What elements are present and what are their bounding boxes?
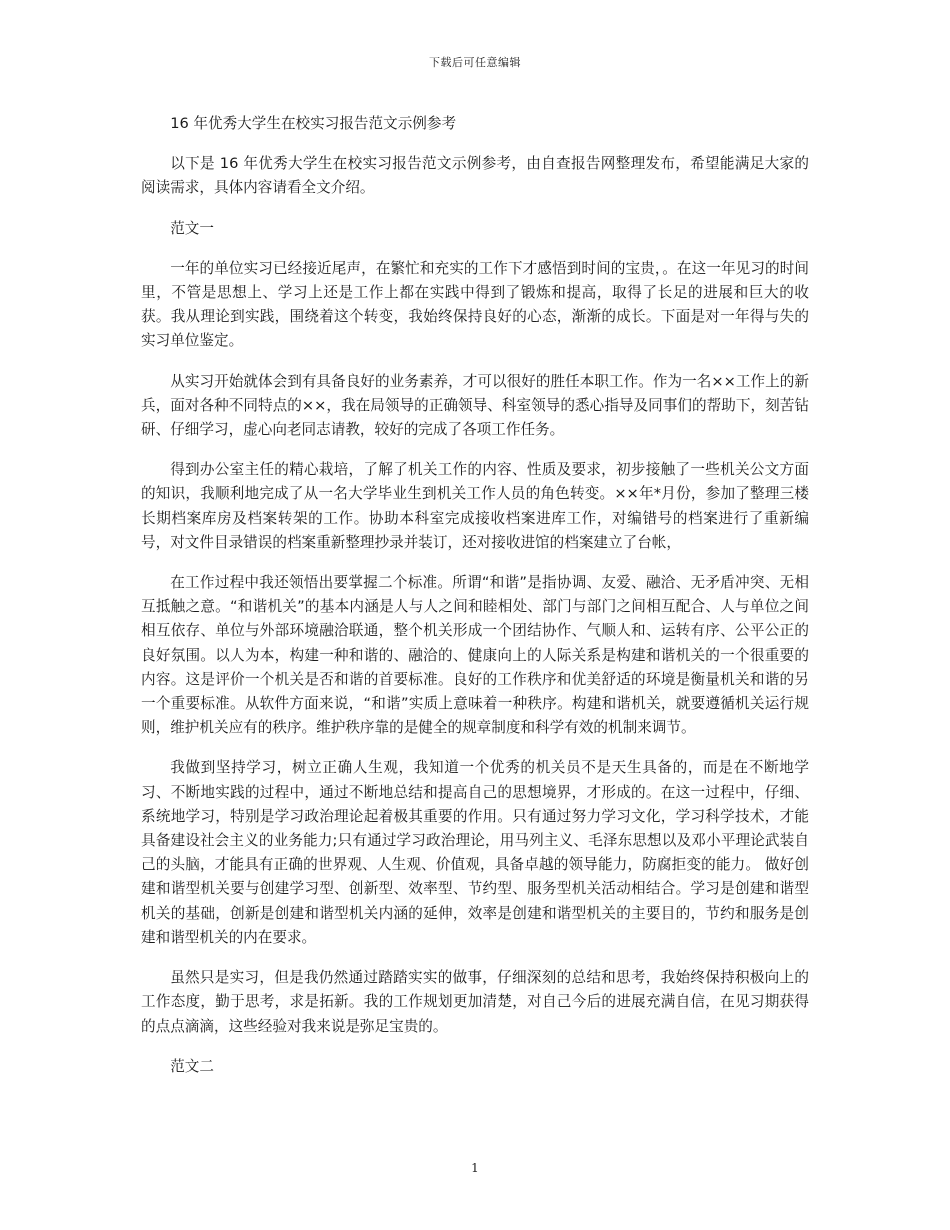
- body-paragraph: 得到办公室主任的精心栽培，了解了机关工作的内容、性质及要求，初步接触了一些机关公文方面的知识，我顺利地完成了从一名大学毕业生到机关工作人员的角色转变。××年*月份，参加了整理三楼长期档案库房及档案转架的工作。协助本科室完成接收档案进库工作，对编错号的档案进行了重新编号，对文件目录错误的档案重新整理抄录并装订，还对接收进馆的档案建立了台帐，: [141, 461, 809, 551]
- body-paragraph: 我做到坚持学习，树立正确人生观，我知道一个优秀的机关员不是天生具备的，而是在不断地学习、不断地实践的过程中，通过不断地总结和提高自己的思想境界，才形成的。在这一过程中，仔细、系统地学习，特别是学习政治理论起着极其重要的作用。只有通过努力学习文化，学习科学技术，才能具备建设社会主义的业务能力;只有通过学习政治理论，用马列主义、毛泽东思想以及邓小平理论武装自己的头脑，才能具有正确的世界观、人生观、价值观，具备卓越的领导能力，防腐拒变的能力。 做好创建和谐型机关要与创建学习型、创新型、效率型、节约型、服务型机关活动相结合。学习是创建和谐型机关的基础，创新是创建和谐型机关内涵的延伸，效率是创建和谐型机关的主要目的，节约和服务是创建和谐型机关的内在要求。: [141, 759, 809, 946]
- intro-paragraph: 以下是 16 年优秀大学生在校实习报告范文示例参考，由自查报告网整理发布，希望能满足大家的阅读需求，具体内容请看全文介绍。: [141, 155, 809, 197]
- body-paragraph: 在工作过程中我还领悟出要掌握二个标准。所谓“和谐”是指协调、友爱、融洽、无矛盾冲突、无相互抵触之意。“和谐机关”的基本内涵是人与人之间和睦相处、部门与部门之间相互配合、人与单位之间相互依存、单位与外部环境融洽联通，整个机关形成一个团结协作、气顺人和、运转有序、公平公正的良好氛围。以人为本，构建一种和谐的、融洽的、健康向上的人际关系是构建和谐机关的一个很重要的内容。这是评价一个机关是否和谐的首要标准。良好的工作秩序和优美舒适的环境是衡量机关和谐的另一个重要标准。从软件方面来说，“和谐”实质上意味着一种秩序。构建和谐机关，就要遵循机关运行规则，维护机关应有的秩序。维护秩序靠的是健全的规章制度和科学有效的机制来调节。: [141, 574, 809, 737]
- page-header: 下载后可任意编辑: [429, 56, 521, 69]
- body-paragraph: 虽然只是实习，但是我仍然通过踏踏实实的做事，仔细深刻的总结和思考，我始终保持积极向上的工作态度，勤于思考，求是拓新。我的工作规划更加清楚，对自己今后的进展充满自信，在见习期获得的点点滴滴，这些经验对我来说是弥足宝贵的。: [141, 969, 809, 1035]
- document-body: [141, 112, 809, 1095]
- section-heading-sample-two: 范文二: [170, 1057, 214, 1075]
- page-number: 1: [471, 1161, 479, 1175]
- body-paragraph: 从实习开始就体会到有具备良好的业务素养，才可以很好的胜任本职工作。作为一名××工作上的新兵，面对各种不同特点的××，我在局领导的正确领导、科室领导的悉心指导及同事们的帮助下，刻苦钻研、仔细学习，虚心向老同志请教，较好的完成了各项工作任务。: [141, 372, 809, 439]
- body-paragraph: 一年的单位实习已经接近尾声，在繁忙和充实的工作下才感悟到时间的宝贵，。在这一年见习的时间里，不管是思想上、学习上还是工作上都在实践中得到了锻炼和提高，取得了长足的进展和巨大的收获。我从理论到实践，围绕着这个转变，我始终保持良好的心态，渐渐的成长。下面是对一年得与失的实习单位鉴定。: [141, 259, 809, 350]
- document-title: 16 年优秀大学生在校实习报告范文示例参考: [170, 115, 457, 132]
- section-heading-sample-one: 范文一: [170, 219, 214, 237]
